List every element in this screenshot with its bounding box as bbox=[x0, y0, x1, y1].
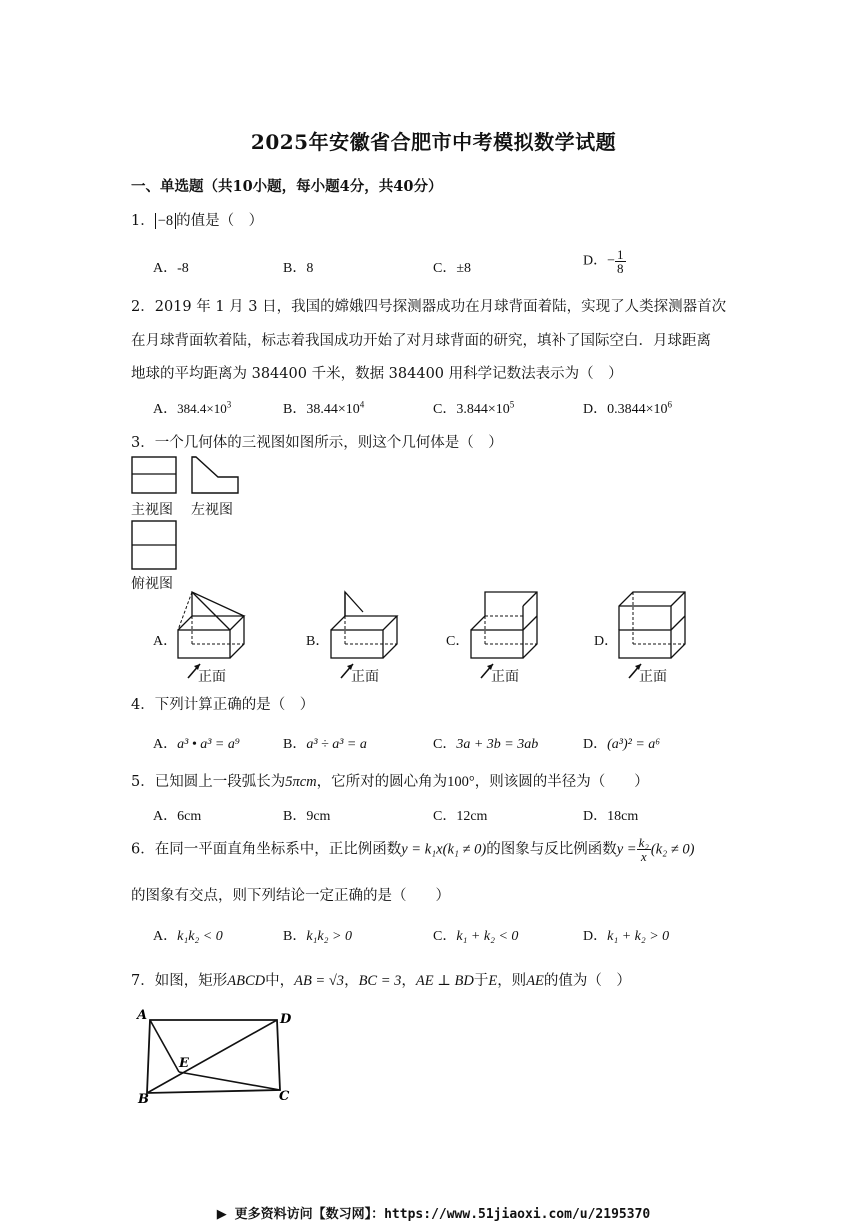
q7-text-post: 的值为（ ） bbox=[543, 973, 631, 989]
q6-inverse-denominator: x bbox=[640, 849, 647, 864]
q3-option-c: C． bbox=[446, 634, 470, 649]
main-view-shape bbox=[132, 457, 176, 493]
q2-c-exponent: 5 bbox=[509, 399, 515, 410]
q6-a-expression: k₁k₂ < 0 bbox=[177, 929, 223, 944]
q4-option-d bbox=[583, 733, 660, 753]
q6-b-label: B． bbox=[283, 929, 307, 944]
q6-option-b bbox=[283, 925, 352, 945]
flag-icon: ▶ bbox=[216, 1207, 227, 1222]
q2-d-exponent: 6 bbox=[667, 399, 673, 410]
q1-abs-value: −8 bbox=[155, 213, 176, 229]
diagonal-bd bbox=[147, 1020, 277, 1093]
q7-ab-value: AB = √3 bbox=[294, 973, 345, 989]
q5-text-post: ，则该圆的半径为（ ） bbox=[474, 774, 649, 790]
q6-d-expression: k₁ + k₂ > 0 bbox=[607, 929, 670, 944]
q1-option-b: B．8 bbox=[283, 261, 314, 276]
q7-text bbox=[131, 969, 631, 990]
q2-line-1: 2．2019 年 1 月 3 日，我国的嫦娥四号探测器成功在月球背面着陆，实现了人类探测器首次 bbox=[131, 299, 727, 315]
q1-number: 1． bbox=[131, 213, 155, 229]
q4-a-expression: a³ • a³ = a⁹ bbox=[177, 737, 240, 752]
q2-a-label: A． bbox=[153, 402, 178, 417]
q3-option-d: D． bbox=[594, 634, 619, 649]
q3-option-a: A． bbox=[153, 634, 178, 649]
q4-option-a bbox=[153, 733, 240, 753]
q2-b-exponent: 4 bbox=[359, 399, 365, 410]
q4-c-label: C． bbox=[433, 737, 457, 752]
q1-d-denominator: 8 bbox=[617, 261, 624, 276]
q6-a-label: A． bbox=[153, 929, 178, 944]
q3-b-front-label: 正面 bbox=[351, 669, 379, 685]
q7-rectangle-name: ABCD bbox=[227, 973, 266, 989]
footer-link[interactable] bbox=[0, 1203, 867, 1222]
q2-a-value: 384.4×10 bbox=[177, 401, 227, 416]
q7-text-mid2: 于 bbox=[473, 973, 489, 989]
q7-sep2: ， bbox=[401, 973, 416, 989]
q2-c-label: C． bbox=[433, 402, 457, 417]
segment-ec bbox=[179, 1072, 280, 1090]
q5-option-c: C．12cm bbox=[433, 809, 488, 824]
q2-d-value: 0.3844×10 bbox=[607, 402, 668, 417]
q6-inverse-condition: (k₂ ≠ 0) bbox=[650, 841, 695, 858]
q3-text: 3．一个几何体的三视图如图所示，则这个几何体是（ ） bbox=[131, 435, 503, 451]
q4-d-expression: (a³)² = a⁶ bbox=[607, 737, 661, 752]
q6-c-label: C． bbox=[433, 929, 457, 944]
vertex-b-label: B bbox=[138, 1092, 149, 1107]
q4-b-label: B． bbox=[283, 737, 307, 752]
rectangle-abcd-figure bbox=[135, 1005, 305, 1110]
question-1 bbox=[131, 209, 263, 230]
q6-option-d bbox=[583, 925, 669, 945]
q3-c-front-label: 正面 bbox=[491, 669, 519, 685]
vertex-d-label: D bbox=[280, 1012, 292, 1027]
q3-a-front-label: 正面 bbox=[198, 669, 226, 685]
vertex-a-label: A bbox=[137, 1008, 148, 1023]
q1-d-sign: − bbox=[607, 253, 616, 269]
q1-option-a: A．-8 bbox=[153, 261, 189, 276]
q2-option-d bbox=[583, 398, 672, 418]
q6-option-c bbox=[433, 925, 518, 945]
q5-text bbox=[131, 770, 649, 791]
q2-option-a bbox=[153, 398, 231, 418]
q7-text-mid3: ，则 bbox=[497, 973, 527, 989]
q3-option-b: B． bbox=[306, 634, 330, 649]
q6-inverse-numerator: k₂ bbox=[638, 835, 649, 850]
point-e-label: E bbox=[179, 1056, 189, 1071]
q2-d-label: D． bbox=[583, 402, 608, 417]
q4-option-b bbox=[283, 733, 367, 753]
q5-option-d: D．18cm bbox=[583, 809, 639, 824]
q5-text-mid: ，它所对的圆心角为 bbox=[316, 774, 448, 790]
footer-text: 更多资料访问【数习网】：https://www.51jiaoxi.com/u/2195370 bbox=[234, 1207, 651, 1222]
q4-c-expression: 3a + 3b = 3ab bbox=[456, 737, 539, 752]
q6-line-2: 的图象有交点，则下列结论一定正确的是（ ） bbox=[131, 888, 450, 904]
q2-option-c bbox=[433, 398, 514, 418]
q4-a-label: A． bbox=[153, 737, 178, 752]
q1-d-numerator: 1 bbox=[617, 247, 624, 262]
q7-text-pre: 7．如图，矩形 bbox=[131, 973, 228, 989]
segment-ae bbox=[150, 1020, 179, 1072]
q2-b-value: 38.44×10 bbox=[306, 402, 360, 417]
q5-option-a: A．6cm bbox=[153, 809, 202, 824]
q5-arc-length: 5πcm bbox=[285, 774, 317, 790]
q5-text-pre: 5．已知圆上一段弧长为 bbox=[131, 774, 286, 790]
q7-segment-ae: AE bbox=[526, 973, 544, 989]
left-view-shape bbox=[192, 457, 238, 493]
q2-option-b bbox=[283, 398, 364, 418]
q3-d-front-label: 正面 bbox=[639, 669, 667, 685]
q7-perpendicular: AE ⊥ BD bbox=[415, 973, 474, 989]
q1-option-c: C．±8 bbox=[433, 261, 472, 276]
vertex-c-label: C bbox=[279, 1089, 290, 1104]
q7-sep1: ， bbox=[344, 973, 359, 989]
q6-c-expression: k₁ + k₂ < 0 bbox=[456, 929, 519, 944]
q2-c-value: 3.844×10 bbox=[456, 402, 510, 417]
q4-d-label: D． bbox=[583, 737, 608, 752]
q2-line-2: 在月球背面软着陆，标志着我国成功开始了对月球背面的研究，填补了国际空白．月球距离 bbox=[131, 333, 711, 349]
q5-option-b: B．9cm bbox=[283, 809, 331, 824]
q1-option-d bbox=[583, 248, 626, 275]
q6-inverse-y: y = bbox=[616, 841, 637, 858]
q4-b-expression: a³ ÷ a³ = a bbox=[306, 737, 367, 752]
section-heading: 一、单选题（共10小题，每小题4分，共40分） bbox=[131, 178, 443, 195]
left-view-label: 左视图 bbox=[191, 502, 233, 518]
q7-point-e: E bbox=[488, 973, 498, 989]
main-view-label: 主视图 bbox=[131, 502, 173, 518]
q6-line-1 bbox=[131, 836, 694, 863]
q2-line-3: 地球的平均距离为 384400 千米，数据 384400 用科学记数法表示为（ ） bbox=[131, 366, 623, 382]
q6-proportional-function: y = k₁x(k₁ ≠ 0) bbox=[401, 841, 487, 858]
q1-text: 的值是（ ） bbox=[176, 213, 264, 229]
exam-title: 2025年安徽省合肥市中考模拟数学试题 bbox=[250, 130, 617, 154]
q7-bc-value: BC = 3 bbox=[358, 973, 402, 989]
q4-text: 4．下列计算正确的是（ ） bbox=[131, 697, 315, 713]
q2-b-label: B． bbox=[283, 402, 307, 417]
q4-option-c bbox=[433, 733, 538, 753]
q6-b-expression: k₁k₂ > 0 bbox=[306, 929, 352, 944]
q6-option-a bbox=[153, 925, 223, 945]
q6-text-mid: 的图象与反比例函数 bbox=[486, 841, 617, 858]
q5-angle: 100° bbox=[447, 774, 475, 790]
q6-d-label: D． bbox=[583, 929, 608, 944]
q1-d-label: D． bbox=[583, 253, 608, 269]
q6-text-pre: 6．在同一平面直角坐标系中，正比例函数 bbox=[131, 841, 402, 858]
q2-a-exponent: 3 bbox=[226, 399, 232, 410]
top-view-label: 俯视图 bbox=[131, 576, 173, 592]
q7-text-mid1: 中， bbox=[265, 973, 295, 989]
